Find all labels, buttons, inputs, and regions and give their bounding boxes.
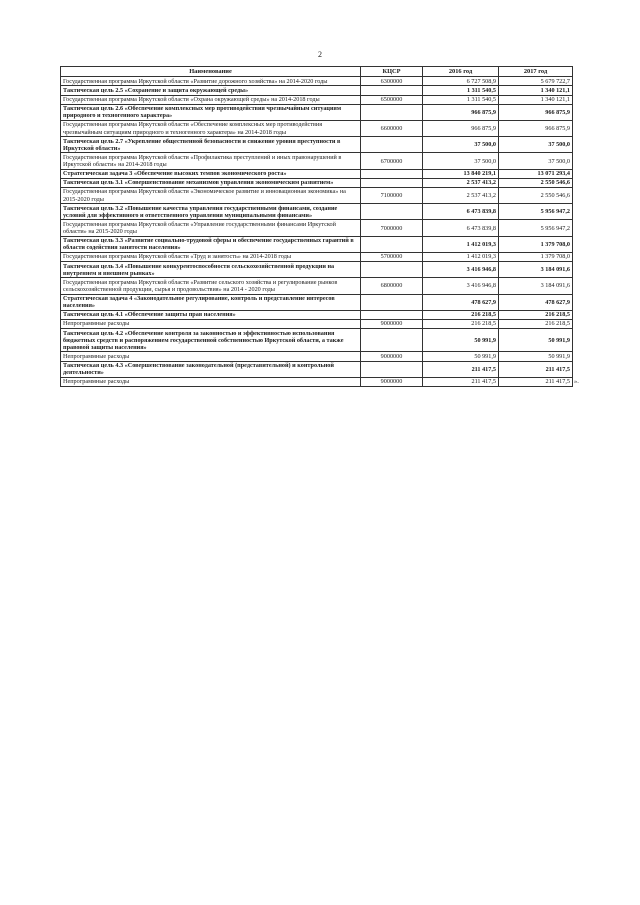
row-code-cell: 7100000 xyxy=(361,187,423,203)
row-code-cell: 9000000 xyxy=(361,352,423,361)
row-code-cell: 6700000 xyxy=(361,153,423,169)
row-2016-cell: 13 840 219,1 xyxy=(423,169,499,178)
row-2016-cell: 2 537 413,2 xyxy=(423,187,499,203)
table-row xyxy=(61,169,573,178)
row-name-cell: Тактическая цель 2.5 «Сохранение и защита окружающей среды» xyxy=(61,86,361,95)
row-2016-cell: 1 311 540,5 xyxy=(423,95,499,104)
row-2016-cell: 6 727 508,9 xyxy=(423,77,499,86)
row-code-cell: 7000000 xyxy=(361,220,423,236)
row-name-cell: Государственная программа Иркутской области «Развитие сельского хозяйства и регулирование рынков сельскохозяйственной продукции, сырья и продовольствия» на 2014 - 2020 годы xyxy=(61,278,361,294)
row-code-cell: 6500000 xyxy=(361,95,423,104)
row-2016-cell: 216 218,5 xyxy=(423,310,499,319)
row-code-cell xyxy=(361,361,423,377)
row-2016-cell: 216 218,5 xyxy=(423,319,499,328)
row-2016-cell: 2 537 413,2 xyxy=(423,178,499,187)
row-2017-cell: 216 218,5 xyxy=(499,319,573,328)
row-name-cell: Тактическая цель 3.4 «Повышение конкурентоспособности сельскохозяйственной продукции на внутреннем и внешнем рынках» xyxy=(61,262,361,278)
header-2016: 2016 год xyxy=(423,67,499,77)
table-row xyxy=(61,377,573,386)
table-row xyxy=(61,262,573,278)
row-code-cell xyxy=(361,262,423,278)
row-2017-cell: 1 379 708,0 xyxy=(499,236,573,252)
table-row xyxy=(61,252,573,261)
row-name-cell: Государственная программа Иркутской области «Управление государственными финансами Иркутской области» на 2015-2020 годы xyxy=(61,220,361,236)
table-row xyxy=(61,104,573,120)
row-2017-cell: 211 417,5 xyxy=(499,361,573,377)
row-2017-cell: 2 550 546,6 xyxy=(499,178,573,187)
table-row xyxy=(61,236,573,252)
row-code-cell xyxy=(361,104,423,120)
page-number: 2 xyxy=(318,50,322,59)
row-name-cell: Тактическая цель 2.6 «Обеспечение комплексных мер противодействия чрезвычайным ситуациям природного и техногенного характера» xyxy=(61,104,361,120)
table-row xyxy=(61,153,573,169)
row-2017-cell: 37 500,0 xyxy=(499,137,573,153)
row-name-cell: Государственная программа Иркутской области «Охрана окружающей среды» на 2014-2018 годы xyxy=(61,95,361,104)
row-2017-cell: 3 184 091,6 xyxy=(499,278,573,294)
table-row xyxy=(61,278,573,294)
row-name-cell: Государственная программа Иркутской области «Обеспечение комплексных мер противодействия чрезвычайным ситуациям природного и техногенного характера» на 2014-2018 годы xyxy=(61,120,361,136)
row-name-cell: Государственная программа Иркутской области «Развитие дорожного хозяйства» на 2014-2020 годы xyxy=(61,77,361,86)
budget-table xyxy=(60,66,573,387)
row-2016-cell: 966 875,9 xyxy=(423,120,499,136)
table-row xyxy=(61,220,573,236)
table-row xyxy=(61,352,573,361)
row-name-cell: Государственная программа Иркутской области «Профилактика преступлений и иных правонарушений в Иркутской области» на 2014-2018 годы xyxy=(61,153,361,169)
header-code: КЦСР xyxy=(361,67,423,77)
row-2017-cell: 5 956 947,2 xyxy=(499,220,573,236)
table-row xyxy=(61,137,573,153)
table-row xyxy=(61,120,573,136)
row-2016-cell: 3 416 946,8 xyxy=(423,278,499,294)
row-2016-cell: 966 875,9 xyxy=(423,104,499,120)
row-2016-cell: 6 473 839,8 xyxy=(423,220,499,236)
row-code-cell: 9000000 xyxy=(361,377,423,386)
table-row xyxy=(61,86,573,95)
row-2016-cell: 211 417,5 xyxy=(423,361,499,377)
header-name: Наименование xyxy=(61,67,361,77)
row-2016-cell: 211 417,5 xyxy=(423,377,499,386)
row-2017-cell: 37 500,0 xyxy=(499,153,573,169)
row-2017-cell: 216 218,5 xyxy=(499,310,573,319)
row-code-cell xyxy=(361,137,423,153)
row-2016-cell: 50 991,9 xyxy=(423,352,499,361)
row-code-cell: 6600000 xyxy=(361,120,423,136)
row-2017-cell: 50 991,9 xyxy=(499,352,573,361)
row-2016-cell: 1 412 019,3 xyxy=(423,252,499,261)
row-2017-cell: 211 417,5 xyxy=(499,377,573,386)
row-name-cell: Тактическая цель 2.7 «Укрепление общественной безопасности и снижение уровня преступности в Иркутской области» xyxy=(61,137,361,153)
closing-quote-mark: ». xyxy=(574,377,579,385)
row-2016-cell: 6 473 839,8 xyxy=(423,204,499,220)
row-2016-cell: 50 991,9 xyxy=(423,329,499,352)
table-row xyxy=(61,204,573,220)
row-2016-cell: 37 500,0 xyxy=(423,153,499,169)
table-row xyxy=(61,361,573,377)
row-2017-cell: 3 184 091,6 xyxy=(499,262,573,278)
table-row xyxy=(61,178,573,187)
row-2016-cell: 478 627,9 xyxy=(423,294,499,310)
row-name-cell: Непрограммные расходы xyxy=(61,377,361,386)
row-name-cell: Непрограммные расходы xyxy=(61,319,361,328)
row-name-cell: Стратегическая задача 3 «Обеспечение высоких темпов экономического роста» xyxy=(61,169,361,178)
table-header-row xyxy=(61,67,573,77)
row-2016-cell: 3 416 946,8 xyxy=(423,262,499,278)
row-name-cell: Тактическая цель 3.2 «Повышение качества управления государственными финансами, создание условий для эффективного и ответственного управления муниципальными финансами» xyxy=(61,204,361,220)
row-2017-cell: 478 627,9 xyxy=(499,294,573,310)
row-name-cell: Непрограммные расходы xyxy=(61,352,361,361)
row-code-cell xyxy=(361,310,423,319)
row-2017-cell: 5 679 722,7 xyxy=(499,77,573,86)
row-2016-cell: 37 500,0 xyxy=(423,137,499,153)
row-code-cell xyxy=(361,204,423,220)
table-body xyxy=(61,77,573,387)
table-row xyxy=(61,310,573,319)
row-code-cell xyxy=(361,236,423,252)
table-row xyxy=(61,294,573,310)
row-name-cell: Тактическая цель 4.1 «Обеспечение защиты прав населения» xyxy=(61,310,361,319)
row-2016-cell: 1 412 019,3 xyxy=(423,236,499,252)
row-name-cell: Тактическая цель 4.2 «Обеспечение контроля за законностью и эффективностью использования бюджетных средств и распоряжением государственной собственностью Иркутской области, а также правовой защиты населения» xyxy=(61,329,361,352)
row-code-cell: 6800000 xyxy=(361,278,423,294)
row-2017-cell: 1 340 121,1 xyxy=(499,86,573,95)
row-2017-cell: 5 956 947,2 xyxy=(499,204,573,220)
row-2017-cell: 966 875,9 xyxy=(499,104,573,120)
row-2017-cell: 50 991,9 xyxy=(499,329,573,352)
row-code-cell xyxy=(361,169,423,178)
header-2017: 2017 год xyxy=(499,67,573,77)
row-name-cell: Государственная программа Иркутской области «Экономическое развитие и инновационная экономика» на 2015-2020 годы xyxy=(61,187,361,203)
table-row xyxy=(61,329,573,352)
table-row xyxy=(61,77,573,86)
row-code-cell: 9000000 xyxy=(361,319,423,328)
table-row xyxy=(61,187,573,203)
row-code-cell xyxy=(361,178,423,187)
row-2017-cell: 1 340 121,1 xyxy=(499,95,573,104)
row-code-cell xyxy=(361,329,423,352)
row-2016-cell: 1 311 540,5 xyxy=(423,86,499,95)
row-name-cell: Стратегическая задача 4 «Законодательное регулирование, контроль и представление интересов населения» xyxy=(61,294,361,310)
row-name-cell: Тактическая цель 3.3 «Развитие социально-трудовой сферы и обеспечение государственных гарантий в области содействия занятости населения» xyxy=(61,236,361,252)
row-code-cell: 5700000 xyxy=(361,252,423,261)
row-code-cell xyxy=(361,294,423,310)
row-name-cell: Государственная программа Иркутской области «Труд и занятость» на 2014-2018 годы xyxy=(61,252,361,261)
row-code-cell xyxy=(361,86,423,95)
row-code-cell: 6300000 xyxy=(361,77,423,86)
row-name-cell: Тактическая цель 3.1 «Совершенствование механизмов управления экономическим развитием» xyxy=(61,178,361,187)
table-row xyxy=(61,95,573,104)
row-2017-cell: 13 071 293,4 xyxy=(499,169,573,178)
row-name-cell: Тактическая цель 4.3 «Совершенствование законодательной (представительной) и контрольной деятельности» xyxy=(61,361,361,377)
row-2017-cell: 1 379 708,0 xyxy=(499,252,573,261)
row-2017-cell: 966 875,9 xyxy=(499,120,573,136)
table-row xyxy=(61,319,573,328)
row-2017-cell: 2 550 546,6 xyxy=(499,187,573,203)
